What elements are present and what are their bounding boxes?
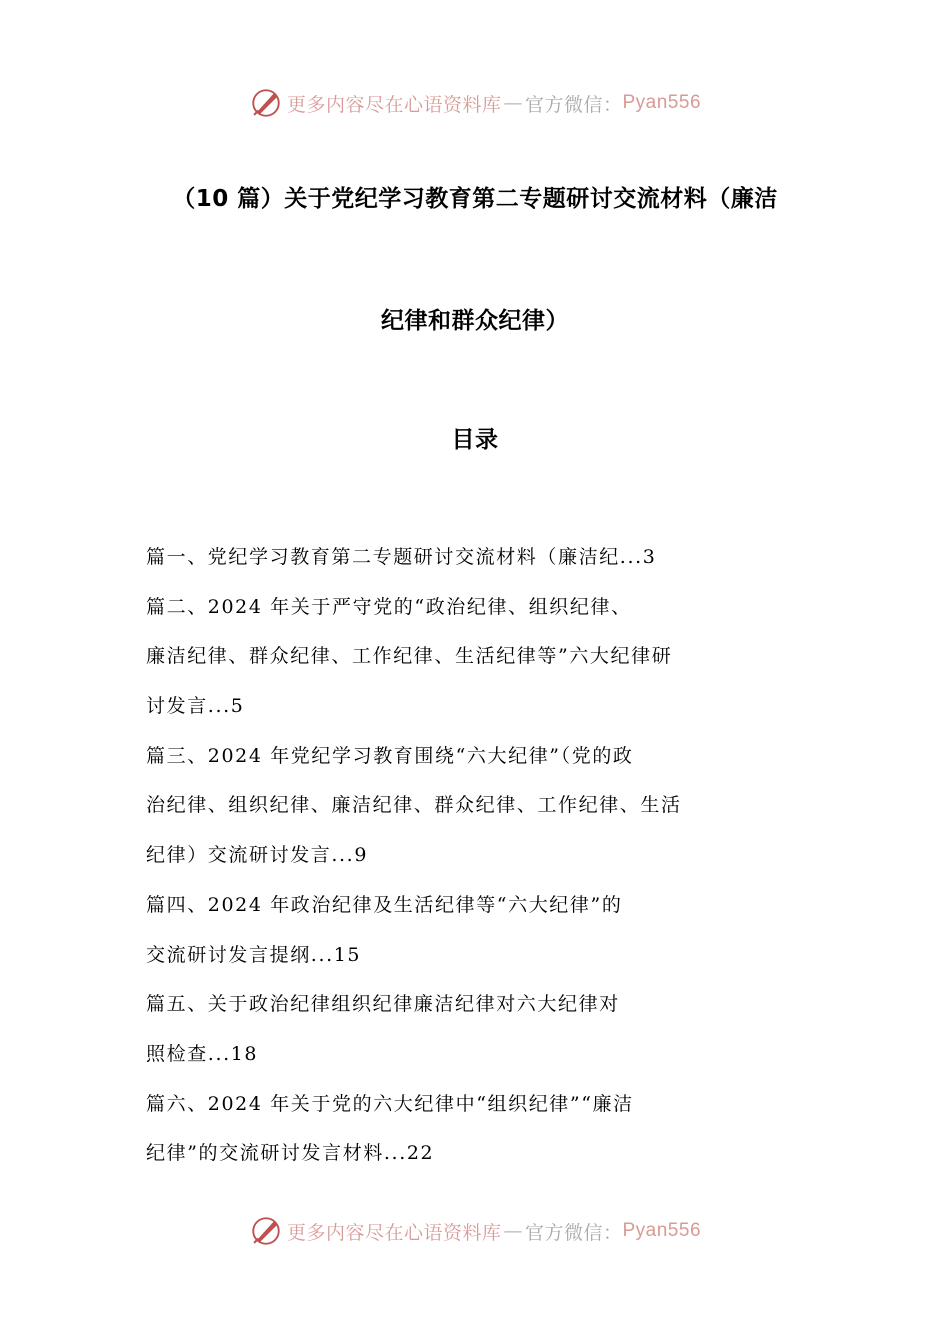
banner-wechat-label: 官方微信： xyxy=(524,93,623,116)
header-banner xyxy=(0,80,950,126)
banner-wechat-label: 官方微信： xyxy=(524,1221,623,1244)
toc-line[interactable]: 篇三、2024 年党纪学习教育围绕“六大纪律”（党的政 xyxy=(146,744,634,767)
banner-separator: — xyxy=(503,92,523,114)
toc-heading: 目录 xyxy=(451,427,499,453)
banner-label: 更多内容尽在心语资料库 xyxy=(286,1221,502,1244)
toc-line[interactable]: 廉洁纪律、群众纪律、工作纪律、生活纪律等”六大纪律研 xyxy=(146,645,673,668)
document-title-line-1: （10 篇）关于党纪学习教育第二专题研讨交流材料（廉洁 xyxy=(172,186,778,212)
banner-text xyxy=(287,90,701,117)
toc-line[interactable]: 篇二、2024 年关于严守党的“政治纪律、组织纪律、 xyxy=(146,595,632,618)
toc-line[interactable]: 治纪律、组织纪律、廉洁纪律、群众纪律、工作纪律、生活 xyxy=(146,794,682,817)
quill-pen-icon xyxy=(249,86,283,120)
toc-line[interactable]: 篇四、2024 年政治纪律及生活纪律等“六大纪律”的 xyxy=(146,893,623,916)
toc-line[interactable]: 纪律”的交流研讨发言材料...22 xyxy=(146,1142,435,1165)
quill-pen-icon xyxy=(249,1214,283,1248)
toc-line[interactable]: 讨发言...5 xyxy=(146,695,245,718)
toc-line[interactable]: 交流研讨发言提纲...15 xyxy=(146,943,362,966)
banner-wechat-id: Pyan556 xyxy=(622,92,702,113)
toc-line[interactable]: 照检查...18 xyxy=(146,1042,259,1065)
toc-line[interactable]: 篇一、党纪学习教育第二专题研讨交流材料（廉洁纪...3 xyxy=(146,546,657,568)
toc-line[interactable]: 篇六、2024 年关于党的六大纪律中“组织纪律”“廉洁 xyxy=(146,1092,634,1115)
toc-line[interactable]: 篇五、关于政治纪律组织纪律廉洁纪律对六大纪律对 xyxy=(146,993,620,1016)
table-of-contents xyxy=(146,533,766,1179)
banner-wechat-id: Pyan556 xyxy=(622,1220,702,1241)
banner-label: 更多内容尽在心语资料库 xyxy=(286,93,502,116)
banner-text xyxy=(287,1218,701,1245)
document-title-line-2: 纪律和群众纪律） xyxy=(381,308,569,334)
banner-separator: — xyxy=(503,1220,523,1242)
toc-line[interactable]: 纪律）交流研讨发言...9 xyxy=(146,844,369,867)
footer-banner xyxy=(0,1208,950,1254)
